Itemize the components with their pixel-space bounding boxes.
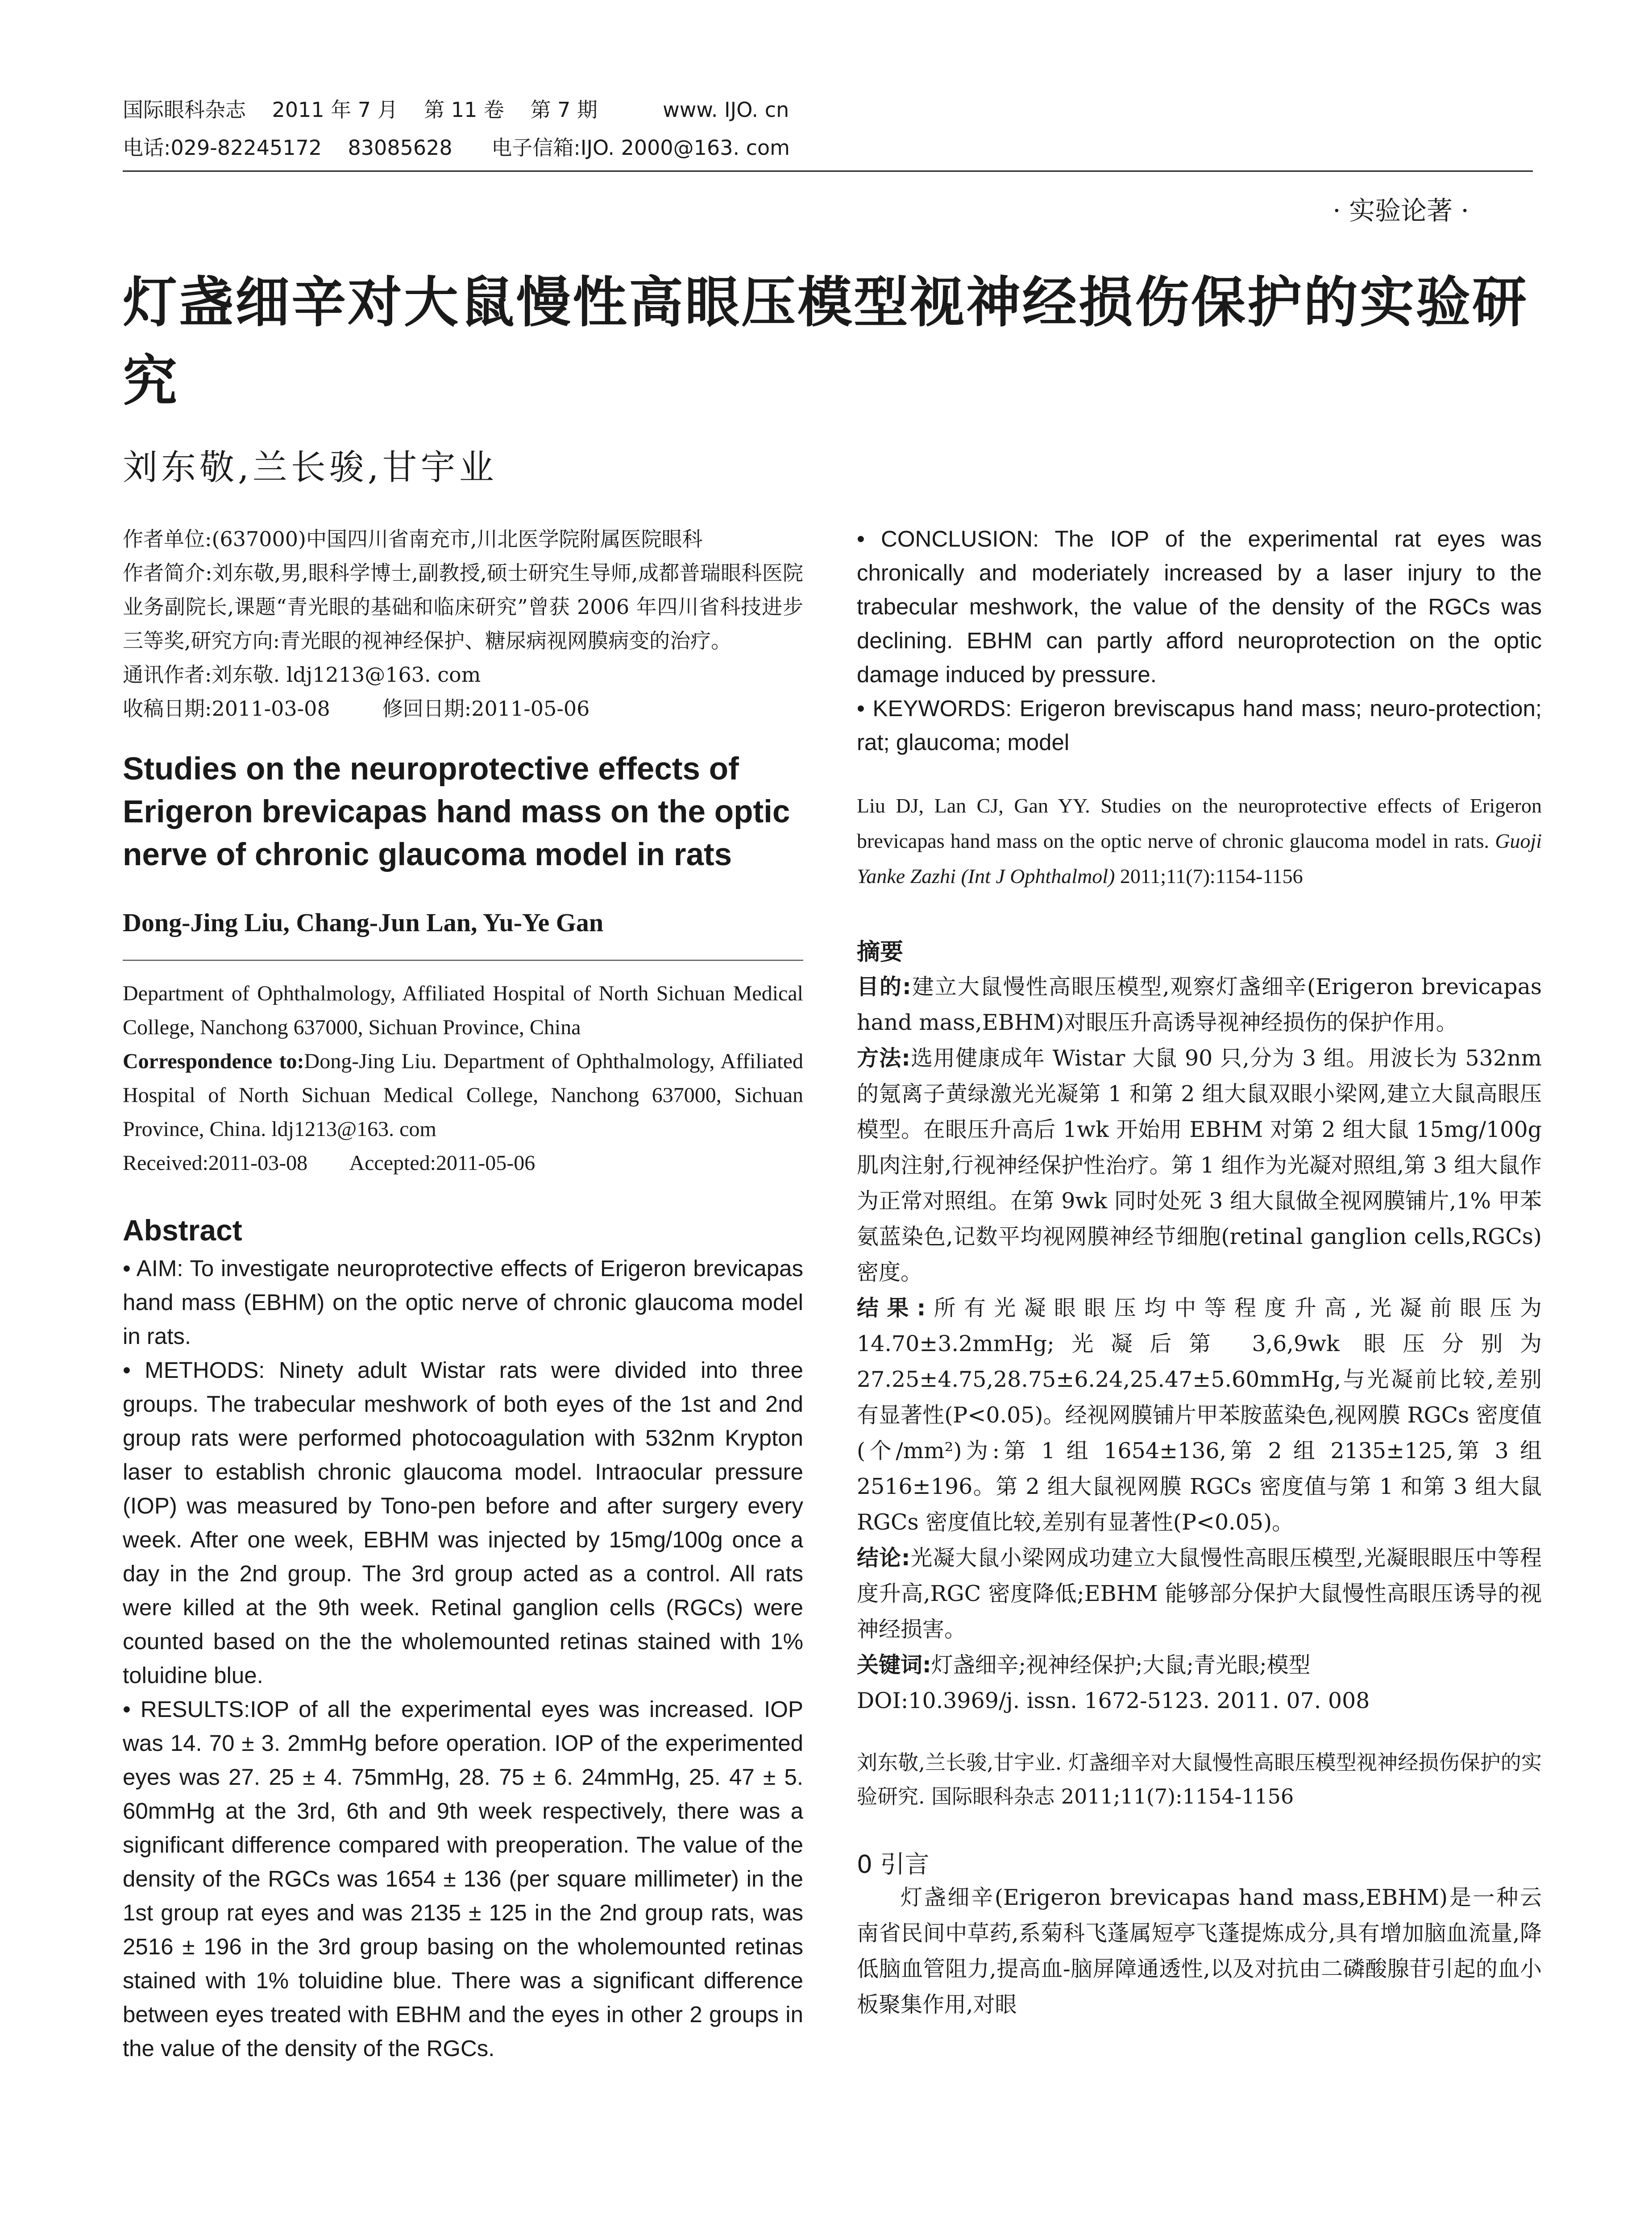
correspondence [123,1045,803,1146]
citation-en-tail: 2011;11(7):1154-1156 [1120,865,1303,887]
abstract-cn-keywords-text: 灯盏细辛;视神经保护;大鼠;青光眼;模型 [931,1652,1311,1678]
abstract-cn-keywords-label: 关键词: [857,1652,931,1678]
doi: DOI:10.3969/j. issn. 1672-5123. 2011. 07. 008 [857,1688,1370,1713]
right-column [857,522,1542,2023]
abstract-cn-keywords [857,1647,1542,1683]
abstract-cn-aim-text: 建立大鼠慢性高眼压模型,观察灯盏细辛(Erigeron brevicapas hand mass,EBHM)对眼压升高诱导视神经损伤的保护作用。 [857,974,1542,1035]
citation-cn: 刘东敬,兰长骏,甘宇业. 灯盏细辛对大鼠慢性高眼压模型视神经损伤保护的实验研究. 国际眼科杂志 2011;11(7):1154-1156 [857,1750,1542,1808]
citation-en [857,788,1542,894]
abstract-cn-conclusion [857,1540,1542,1647]
received-dates-cn: 收稿日期:2011-03-08 修回日期:2011-05-06 [123,697,590,721]
abstract-cn-heading: 摘要 [857,939,904,966]
correspondence-label: Correspondence to: [123,1049,304,1073]
abstract-cn-results-label: 结果: [857,1295,926,1321]
citation-en-text: Liu DJ, Lan CJ, Gan YY. Studies on the neuroprotective effects of Erigeron brevicapas hand mass on the optic nerve of chronic glaucoma model in rats. [857,794,1542,852]
abstract-cn-methods [857,1041,1542,1290]
abstract-methods: • METHODS: Ninety adult Wistar rats were divided into three groups. The trabecular meshwork of both eyes of the 1st and 2nd group rats were performed photocoagulation with 532nm Krypton laser to establish chronic glaucoma model. Intraocular pressure (IOP) was measured by Tono-pen before and after surgery every week. After one week, EBHM was injected by 15mg/100g once a day in the 2nd group. The 3rd group acted as a control. All rats were killed at the 9th week. Retinal ganglion cells (RGCs) were counted based on the the wholemounted retinas stained with 1% toluidine blue. [123,1357,803,1688]
abstract-heading: Abstract [123,1214,242,1247]
abstract-cn-results [857,1290,1542,1540]
corresponding-author: 通讯作者:刘东敬. ldj1213@163. com [123,663,481,687]
intro-heading: 0 引言 [857,1850,930,1879]
author-unit: 作者单位:(637000)中国四川省南充市,川北医学院附属医院眼科 [123,527,703,551]
abstract-cn-aim-label: 目的: [857,974,911,999]
english-title: Studies on the neuroprotective effects of Erigeron brevicapas hand mass on the optic nerve of chronic glaucoma model in rats [123,751,790,872]
authors-cn: 刘东敬,兰长骏,甘宇业 [123,448,498,488]
abstract-results: • RESULTS:IOP of all the experimental eyes was increased. IOP was 14. 70 ± 3. 2mmHg before operation. IOP of the experimented eyes was 27. 25 ± 4. 75mmHg, 28. 75 ± 6. 24mmHg, 25. 47 ± 5. 60mmHg at the 3rd, 6th and 9th week respectively, there was a significant difference compared with preoperation. The value of the density of the RGCs was 1654 ± 136 (per square millimeter) in the 1st group rat eyes and was 2135 ± 125 in the 2nd group rats, was 2516 ± 196 in the 3rd group basing on the wholemounted retinas stained with 1% toluidine blue. There was a significant difference between eyes treated with EBHM and the eyes in other 2 groups in the value of the density of the RGCs. [123,1696,803,2061]
left-column [123,522,803,2065]
received-accepted: Received:2011-03-08 Accepted:2011-05-06 [123,1151,535,1175]
english-authors: Dong-Jing Liu, Chang-Jun Lan, Yu-Ye Gan [123,908,604,937]
abstract-conclusion: • CONCLUSION: The IOP of the experimental rat eyes was chronically and moderiately increased by a laser injury to the trabecular meshwork, the value of the density of the RGCs was declining. EBHM can partly afford neuroprotection on the optic damage induced by pressure. [857,526,1542,687]
abstract-cn-conclusion-label: 结论: [857,1545,910,1571]
affiliation-rule [123,960,803,961]
abstract-cn-methods-label: 方法: [857,1045,910,1071]
abstract-cn-aim [857,969,1542,1041]
abstract-cn-conclusion-text: 光凝大鼠小梁网成功建立大鼠慢性高眼压模型,光凝眼眼压中等程度升高,RGC 密度降低;EBHM 能够部分保护大鼠慢性高眼压诱导的视神经损害。 [857,1545,1542,1642]
journal-header-line2: 电话:029-82245172 83085628 电子信箱:IJO. 2000@163. com [123,136,790,160]
abstract-cn-methods-text: 选用健康成年 Wistar 大鼠 90 只,分为 3 组。用波长为 532nm 的氪离子黄绿激光光凝第 1 和第 2 组大鼠双眼小梁网,建立大鼠高眼压模型。在眼压升高后 1wk 开始用 EBHM 对第 2 组大鼠 15mg/100g 肌肉注射,行视神经保护性治疗。第 1 组作为光凝对照组,第 3 组大鼠作为正常对照组。在第 9wk 同时处死 3 组大鼠做全视网膜铺片,1% 甲苯氨蓝染色,记数平均视网膜神经节细胞(retinal ganglion cells,RGCs)密度。 [857,1045,1542,1285]
section-tag: · 实验论著 · [1332,195,1469,226]
correspondence-text: Dong-Jing Liu. Department of Ophthalmology, Affiliated Hospital of North Sichuan Medical College, Nanchong 637000, Sichuan Province, China. ldj1213@163. com [123,1049,804,1141]
article-title: 灯盏细辛对大鼠慢性高眼压模型视神经损伤保护的实验研究 [123,271,1528,413]
department: Department of Ophthalmology, Affiliated Hospital of North Sichuan Medical College, Nanchong 637000, Sichuan Province, China [123,982,803,1039]
intro-paragraph: 灯盏细辛(Erigeron brevicapas hand mass,EBHM)是一种云南省民间中草药,系菊科飞蓬属短亭飞蓬提炼成分,具有增加脑血流量,降低脑血管阻力,提高血-脑屏障通透性,以及对抗由二磷酸腺苷引起的血小板聚集作用,对眼 [857,1885,1542,2017]
abstract-cn-results-text: 所有光凝眼眼压均中等程度升高,光凝前眼压为 14.70±3.2mmHg;光凝后第 3,6,9wk 眼压分别为 27.25±4.75,28.75±6.24,25.47±5.60mmHg,与光凝前比较,差别有显著性(P<0.05)。经视网膜铺片甲苯胺蓝染色,视网膜 RGCs 密度值(个/mm²)为:第 1 组 1654±136,第 2 组 2135±125,第 3 组 2516±196。第 2 组大鼠视网膜 RGCs 密度值与第 1 和第 3 组大鼠 RGCs 密度值比较,差别有显著性(P<0.05)。 [857,1295,1542,1535]
header-rule [123,170,1533,172]
journal-header-line1: 国际眼科杂志 2011 年 7 月 第 11 卷 第 7 期 www. IJO. cn [123,98,789,122]
abstract-keywords: • KEYWORDS: Erigeron breviscapus hand mass; neuro-protection; rat; glaucoma; model [857,696,1542,755]
author-bio: 作者简介:刘东敬,男,眼科学博士,副教授,硕士研究生导师,成都普瑞眼科医院业务副院长,课题“青光眼的基础和临床研究”曾获 2006 年四川省科技进步三等奖,研究方向:青光眼的视神经保护、糖尿病视网膜病变的治疗。 [123,561,803,653]
citation-en-journal: Guoji Yanke Zazhi (Int J Ophthalmol) [857,829,1542,887]
abstract-aim: • AIM: To investigate neuroprotective effects of Erigeron brevicapas hand mass (EBHM) on the optic nerve of chronic glaucoma model in rats. [123,1256,803,1349]
